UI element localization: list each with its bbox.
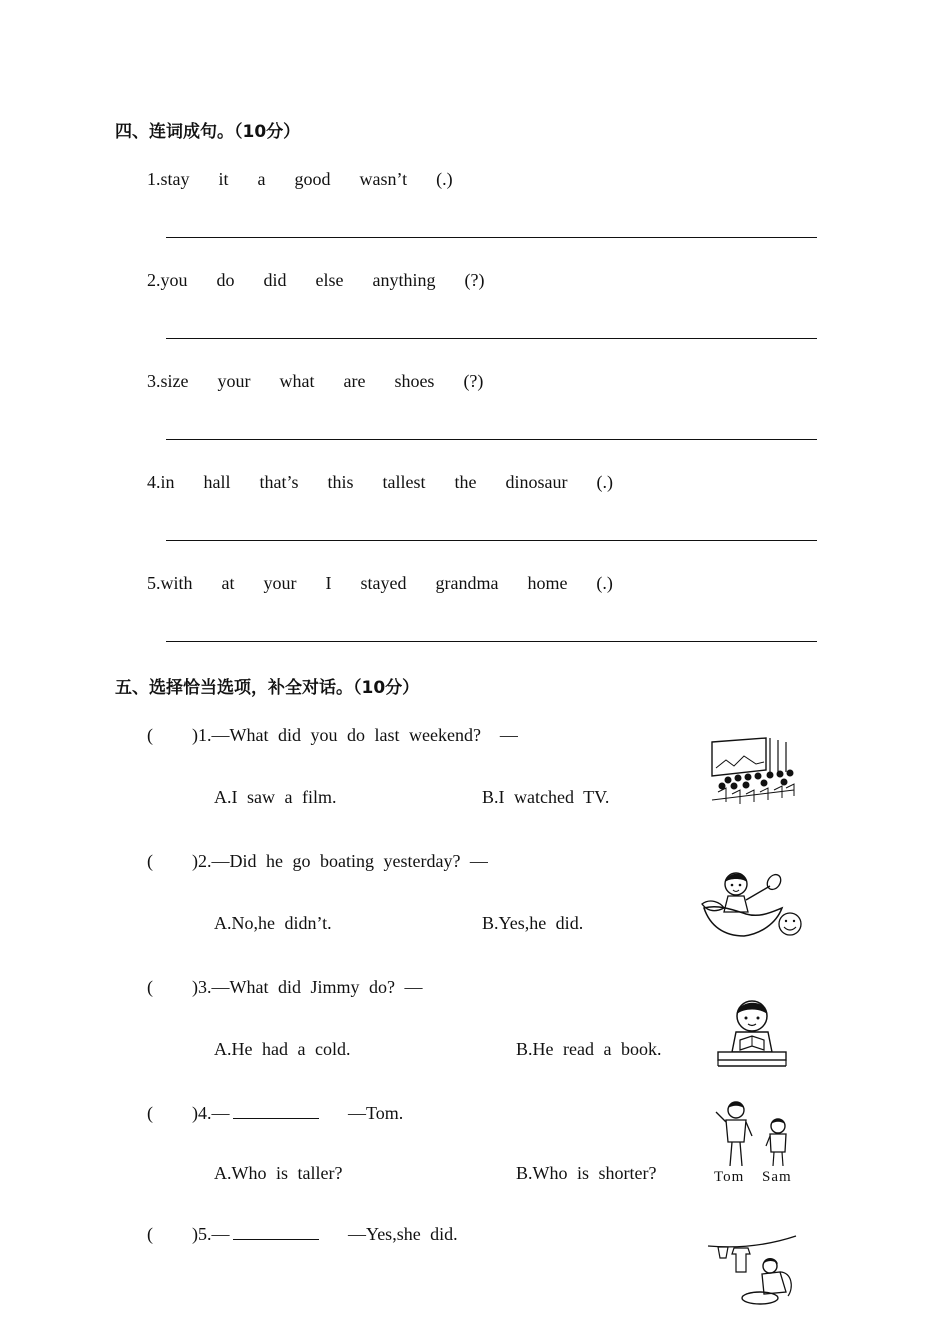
q3-option-b: B.He read a book.	[516, 1039, 662, 1059]
boy-boating-image	[700, 868, 804, 940]
q3-prompt: )3.—What did Jimmy do? —	[192, 977, 423, 997]
q5-prompt-after: —Yes,she did.	[348, 1224, 458, 1244]
section5-title: 五、选择恰当选项，补全对话。（10分）	[115, 678, 420, 698]
answer-line-2[interactable]	[166, 338, 817, 339]
q1-paren[interactable]: (	[147, 725, 153, 745]
girl-washing-clothes-image	[704, 1232, 800, 1308]
q1-option-b: B.I watched TV.	[482, 787, 610, 807]
q4-paren[interactable]: (	[147, 1103, 153, 1123]
q2-paren[interactable]: (	[147, 851, 153, 871]
sam-label: Sam	[762, 1169, 792, 1185]
answer-line-4[interactable]	[166, 540, 817, 541]
q1-prompt: )1.—What did you do last weekend? —	[192, 725, 518, 745]
q5-paren[interactable]: (	[147, 1224, 153, 1244]
sentence-3-words: 3.size your what are shoes (?)	[147, 371, 484, 391]
q2-option-a: A.No,he didn’t.	[214, 913, 332, 933]
sentence-1-words: 1.stay it a good wasn’t (.)	[147, 169, 453, 189]
boy-reading-image	[714, 996, 790, 1070]
answer-line-3[interactable]	[166, 439, 817, 440]
section4-title: 四、连词成句。（10分）	[115, 122, 301, 142]
sentence-2-words: 2.you do did else anything (?)	[147, 270, 485, 290]
q3-option-a: A.He had a cold.	[214, 1039, 351, 1059]
q5-prompt-before: )5.—	[192, 1224, 230, 1244]
answer-line-1[interactable]	[166, 237, 817, 238]
q2-option-b: B.Yes,he did.	[482, 913, 584, 933]
tom-label: Tom	[714, 1169, 745, 1185]
q4-answer-blank[interactable]	[233, 1103, 319, 1124]
sentence-4-words: 4.in hall that’s this tallest the dinosaur (.)	[147, 472, 613, 492]
q3-paren[interactable]: (	[147, 977, 153, 997]
q2-prompt: )2.—Did he go boating yesterday? —	[192, 851, 488, 871]
answer-line-5[interactable]	[166, 641, 817, 642]
q5-answer-blank[interactable]	[233, 1224, 319, 1245]
q4-prompt-before: )4.—	[192, 1103, 230, 1123]
cinema-scene-image	[708, 736, 798, 806]
q4-prompt-after: —Tom.	[348, 1103, 404, 1123]
q4-option-b: B.Who is shorter?	[516, 1163, 657, 1183]
q1-option-a: A.I saw a film.	[214, 787, 337, 807]
q4-option-a: A.Who is taller?	[214, 1163, 343, 1183]
sentence-5-words: 5.with at your I stayed grandma home (.)	[147, 573, 613, 593]
tom-and-sam-image	[706, 1100, 798, 1170]
